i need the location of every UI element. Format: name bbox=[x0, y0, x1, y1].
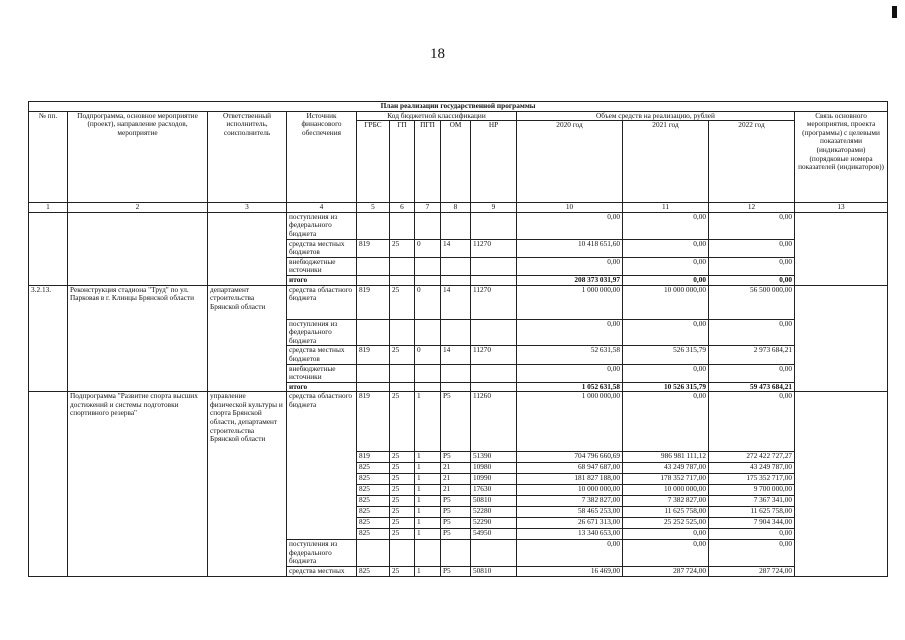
amount-2021: 0,00 bbox=[623, 319, 709, 346]
amount-2021: 25 252 525,00 bbox=[623, 518, 709, 529]
code-np: 11260 bbox=[471, 392, 517, 452]
funding-source: внебюджетные источники bbox=[287, 364, 357, 382]
amount-2022: 43 249 787,00 bbox=[709, 463, 795, 474]
item-name-cell bbox=[68, 212, 208, 285]
code-pgp bbox=[415, 540, 441, 567]
amount-2022: 7 904 344,00 bbox=[709, 518, 795, 529]
amount-2020: 52 631,58 bbox=[517, 346, 623, 364]
code-grbs: 825 bbox=[357, 463, 390, 474]
funding-source: средства областного бюджета bbox=[287, 392, 357, 540]
indicator-link-cell bbox=[795, 212, 888, 285]
amount-2021: 986 981 111,12 bbox=[623, 452, 709, 463]
code-pgp: 0 bbox=[415, 346, 441, 364]
code-gp: 25 bbox=[390, 463, 415, 474]
code-om: 21 bbox=[441, 474, 471, 485]
amount-2020: 1 000 000,00 bbox=[517, 285, 623, 319]
amount-2020: 16 469,00 bbox=[517, 567, 623, 577]
code-pgp: 1 bbox=[415, 496, 441, 507]
code-om: 14 bbox=[441, 285, 471, 319]
header-budget-code: Код бюджетной классификации bbox=[357, 111, 517, 121]
code-gp: 25 bbox=[390, 507, 415, 518]
subprogram-name: Подпрограмма "Развитие спорта высших достижений и системы подготовки спортивного резерва" bbox=[68, 392, 208, 576]
code-pgp: 1 bbox=[415, 567, 441, 577]
funding-source: средства областного бюджета bbox=[287, 285, 357, 319]
amount-2020: 58 465 253,00 bbox=[517, 507, 623, 518]
code-np bbox=[471, 257, 517, 275]
amount-2021: 10 000 000,00 bbox=[623, 285, 709, 319]
amount-2022: 175 352 717,00 bbox=[709, 474, 795, 485]
code-grbs: 825 bbox=[357, 496, 390, 507]
code-om bbox=[441, 382, 471, 392]
amount-2022: 0,00 bbox=[709, 529, 795, 540]
code-grbs: 825 bbox=[357, 485, 390, 496]
code-om: P5 bbox=[441, 567, 471, 577]
code-om: P5 bbox=[441, 452, 471, 463]
code-om: P5 bbox=[441, 392, 471, 452]
code-pgp: 1 bbox=[415, 474, 441, 485]
code-om: 14 bbox=[441, 346, 471, 364]
amount-2020: 7 382 827,00 bbox=[517, 496, 623, 507]
header-gp: ГП bbox=[390, 121, 415, 203]
amount-2021: 11 625 758,00 bbox=[623, 507, 709, 518]
amount-2021: 0,00 bbox=[623, 212, 709, 239]
code-np: 10980 bbox=[471, 463, 517, 474]
amount-2020: 68 947 687,00 bbox=[517, 463, 623, 474]
code-np: 10990 bbox=[471, 474, 517, 485]
code-om: 21 bbox=[441, 463, 471, 474]
header-responsible: Ответственный исполнитель, соисполнитель bbox=[208, 111, 287, 203]
code-np bbox=[471, 382, 517, 392]
code-np: 52290 bbox=[471, 518, 517, 529]
code-pgp bbox=[415, 212, 441, 239]
code-gp bbox=[390, 275, 415, 285]
code-pgp bbox=[415, 319, 441, 346]
amount-2020: 704 796 660,69 bbox=[517, 452, 623, 463]
header-num: № пп. bbox=[29, 111, 68, 203]
header-link: Связь основного мероприятия, проекта (программы) с целевыми показателями (индикаторами) (порядковые номера показателей (индикаторов)) bbox=[795, 111, 888, 203]
amount-2021: 10 526 315,79 bbox=[623, 382, 709, 392]
amount-2022: 0,00 bbox=[709, 319, 795, 346]
amount-2022: 0,00 bbox=[709, 275, 795, 285]
funding-source: итого bbox=[287, 275, 357, 285]
amount-2021: 0,00 bbox=[623, 540, 709, 567]
amount-2021: 0,00 bbox=[623, 257, 709, 275]
code-pgp: 1 bbox=[415, 518, 441, 529]
code-gp: 25 bbox=[390, 392, 415, 452]
code-np: 11270 bbox=[471, 346, 517, 364]
col-number: 10 bbox=[517, 203, 623, 213]
page-edge-mark bbox=[892, 6, 897, 18]
header-source: Источник финансового обеспечения bbox=[287, 111, 357, 203]
amount-2022: 9 700 000,00 bbox=[709, 485, 795, 496]
code-om: P5 bbox=[441, 507, 471, 518]
item-number-cell bbox=[29, 212, 68, 285]
col-number: 5 bbox=[357, 203, 390, 213]
code-grbs: 825 bbox=[357, 474, 390, 485]
code-om bbox=[441, 275, 471, 285]
funding-source: внебюджетные источники bbox=[287, 257, 357, 275]
code-np: 50810 bbox=[471, 567, 517, 577]
amount-2021: 0,00 bbox=[623, 239, 709, 257]
code-pgp: 1 bbox=[415, 392, 441, 452]
amount-2020: 181 827 188,00 bbox=[517, 474, 623, 485]
amount-2021: 10 000 000,00 bbox=[623, 485, 709, 496]
code-pgp bbox=[415, 257, 441, 275]
amount-2020: 208 373 031,97 bbox=[517, 275, 623, 285]
code-pgp bbox=[415, 364, 441, 382]
code-np: 52280 bbox=[471, 507, 517, 518]
code-pgp bbox=[415, 275, 441, 285]
code-pgp bbox=[415, 382, 441, 392]
code-gp: 25 bbox=[390, 529, 415, 540]
code-om bbox=[441, 319, 471, 346]
header-grbs: ГРБС bbox=[357, 121, 390, 203]
amount-2022: 59 473 684,21 bbox=[709, 382, 795, 392]
amount-2020: 0,00 bbox=[517, 319, 623, 346]
code-np: 11270 bbox=[471, 285, 517, 319]
code-np: 17630 bbox=[471, 485, 517, 496]
funding-source: средства местных бюджетов bbox=[287, 239, 357, 257]
col-number: 2 bbox=[68, 203, 208, 213]
column-number-row bbox=[29, 203, 888, 213]
code-gp bbox=[390, 364, 415, 382]
code-gp bbox=[390, 540, 415, 567]
amount-2021: 287 724,00 bbox=[623, 567, 709, 577]
amount-2021: 43 249 787,00 bbox=[623, 463, 709, 474]
amount-2022: 56 500 000,00 bbox=[709, 285, 795, 319]
code-np bbox=[471, 319, 517, 346]
code-grbs: 819 bbox=[357, 452, 390, 463]
code-om bbox=[441, 212, 471, 239]
col-number: 7 bbox=[415, 203, 441, 213]
col-number: 1 bbox=[29, 203, 68, 213]
funding-source: поступления из федерального бюджета bbox=[287, 212, 357, 239]
code-grbs bbox=[357, 382, 390, 392]
amount-2022: 0,00 bbox=[709, 239, 795, 257]
header-2022: 2022 год bbox=[709, 121, 795, 203]
header-om: ОМ bbox=[441, 121, 471, 203]
table-row bbox=[29, 392, 888, 452]
code-gp: 25 bbox=[390, 518, 415, 529]
amount-2022: 0,00 bbox=[709, 364, 795, 382]
code-pgp: 1 bbox=[415, 529, 441, 540]
item-responsible: департамент строительства Брянской области bbox=[208, 285, 287, 392]
amount-2020: 10 418 651,60 bbox=[517, 239, 623, 257]
item-number-cell bbox=[29, 392, 68, 576]
amount-2022: 0,00 bbox=[709, 212, 795, 239]
code-np: 11270 bbox=[471, 239, 517, 257]
amount-2020: 1 052 631,58 bbox=[517, 382, 623, 392]
code-grbs: 819 bbox=[357, 285, 390, 319]
funding-source: поступления из федерального бюджета bbox=[287, 319, 357, 346]
header-subprogram: Подпрограмма, основное мероприятие (проект), направление расходов, мероприятие bbox=[68, 111, 208, 203]
code-grbs: 825 bbox=[357, 529, 390, 540]
code-gp: 25 bbox=[390, 496, 415, 507]
amount-2021: 526 315,79 bbox=[623, 346, 709, 364]
col-number: 12 bbox=[709, 203, 795, 213]
code-np: 51390 bbox=[471, 452, 517, 463]
amount-2022: 0,00 bbox=[709, 257, 795, 275]
code-grbs: 819 bbox=[357, 392, 390, 452]
amount-2021: 0,00 bbox=[623, 529, 709, 540]
code-pgp: 1 bbox=[415, 507, 441, 518]
code-pgp: 1 bbox=[415, 485, 441, 496]
col-number: 4 bbox=[287, 203, 357, 213]
code-om bbox=[441, 364, 471, 382]
amount-2020: 13 340 653,00 bbox=[517, 529, 623, 540]
indicator-link-cell bbox=[795, 285, 888, 392]
page-number: 18 bbox=[430, 46, 445, 62]
header-2021: 2021 год bbox=[623, 121, 709, 203]
code-grbs bbox=[357, 540, 390, 567]
code-grbs: 825 bbox=[357, 567, 390, 577]
funding-source: итого bbox=[287, 382, 357, 392]
code-grbs: 825 bbox=[357, 518, 390, 529]
item-number: 3.2.13. bbox=[29, 285, 68, 392]
table-row bbox=[29, 212, 888, 239]
code-om bbox=[441, 257, 471, 275]
code-gp: 25 bbox=[390, 567, 415, 577]
code-om bbox=[441, 540, 471, 567]
code-om: P5 bbox=[441, 518, 471, 529]
amount-2021: 178 352 717,00 bbox=[623, 474, 709, 485]
code-pgp: 1 bbox=[415, 463, 441, 474]
code-om: 14 bbox=[441, 239, 471, 257]
code-gp: 25 bbox=[390, 474, 415, 485]
header-volume: Объем средств на реализацию, рублей bbox=[517, 111, 795, 121]
col-number: 9 bbox=[471, 203, 517, 213]
table-row bbox=[29, 285, 888, 319]
code-pgp: 0 bbox=[415, 285, 441, 319]
funding-source: средства местных бюджетов bbox=[287, 346, 357, 364]
code-np bbox=[471, 275, 517, 285]
amount-2020: 1 000 000,00 bbox=[517, 392, 623, 452]
amount-2020: 0,00 bbox=[517, 212, 623, 239]
amount-2020: 0,00 bbox=[517, 257, 623, 275]
amount-2020: 0,00 bbox=[517, 540, 623, 567]
amount-2020: 0,00 bbox=[517, 364, 623, 382]
funding-source: средства местных bbox=[287, 567, 357, 577]
funding-source: поступления из федерального бюджета bbox=[287, 540, 357, 567]
table-title: План реализации государственной программы bbox=[29, 102, 888, 112]
code-pgp: 0 bbox=[415, 239, 441, 257]
col-number: 3 bbox=[208, 203, 287, 213]
amount-2022: 0,00 bbox=[709, 540, 795, 567]
code-gp bbox=[390, 319, 415, 346]
code-om: P5 bbox=[441, 496, 471, 507]
amount-2020: 26 671 313,00 bbox=[517, 518, 623, 529]
code-np: 50810 bbox=[471, 496, 517, 507]
header-2020: 2020 год bbox=[517, 121, 623, 203]
code-np: 54950 bbox=[471, 529, 517, 540]
code-om: P5 bbox=[441, 529, 471, 540]
code-gp bbox=[390, 257, 415, 275]
header-pgp: ПГП bbox=[415, 121, 441, 203]
amount-2022: 0,00 bbox=[709, 392, 795, 452]
code-gp bbox=[390, 212, 415, 239]
code-gp: 25 bbox=[390, 485, 415, 496]
code-np bbox=[471, 364, 517, 382]
col-number: 13 bbox=[795, 203, 888, 213]
amount-2022: 11 625 758,00 bbox=[709, 507, 795, 518]
col-number: 11 bbox=[623, 203, 709, 213]
code-grbs bbox=[357, 275, 390, 285]
code-gp: 25 bbox=[390, 239, 415, 257]
code-grbs bbox=[357, 364, 390, 382]
item-responsible-cell bbox=[208, 212, 287, 285]
code-grbs: 825 bbox=[357, 507, 390, 518]
col-number: 8 bbox=[441, 203, 471, 213]
amount-2021: 0,00 bbox=[623, 364, 709, 382]
amount-2021: 0,00 bbox=[623, 275, 709, 285]
code-grbs: 819 bbox=[357, 239, 390, 257]
col-number: 6 bbox=[390, 203, 415, 213]
amount-2022: 287 724,00 bbox=[709, 567, 795, 577]
amount-2022: 7 367 341,00 bbox=[709, 496, 795, 507]
code-pgp: 1 bbox=[415, 452, 441, 463]
header-np: НР bbox=[471, 121, 517, 203]
amount-2022: 2 973 684,21 bbox=[709, 346, 795, 364]
indicator-link-cell bbox=[795, 392, 888, 576]
item-name: Реконструкция стадиона "Труд" по ул. Парковая в г. Клинцы Брянской области bbox=[68, 285, 208, 392]
code-gp: 25 bbox=[390, 346, 415, 364]
code-grbs bbox=[357, 257, 390, 275]
code-grbs bbox=[357, 319, 390, 346]
code-gp bbox=[390, 382, 415, 392]
code-np bbox=[471, 212, 517, 239]
subprogram-responsible: управление физической культуры и спорта Брянской области, департамент строительства Брянской области bbox=[208, 392, 287, 576]
amount-2022: 272 422 727,27 bbox=[709, 452, 795, 463]
program-plan-table bbox=[28, 101, 888, 577]
code-gp: 25 bbox=[390, 452, 415, 463]
amount-2020: 10 000 000,00 bbox=[517, 485, 623, 496]
code-np bbox=[471, 540, 517, 567]
code-grbs bbox=[357, 212, 390, 239]
code-gp: 25 bbox=[390, 285, 415, 319]
code-grbs: 819 bbox=[357, 346, 390, 364]
amount-2021: 7 382 827,00 bbox=[623, 496, 709, 507]
code-om: 21 bbox=[441, 485, 471, 496]
amount-2021: 0,00 bbox=[623, 392, 709, 452]
